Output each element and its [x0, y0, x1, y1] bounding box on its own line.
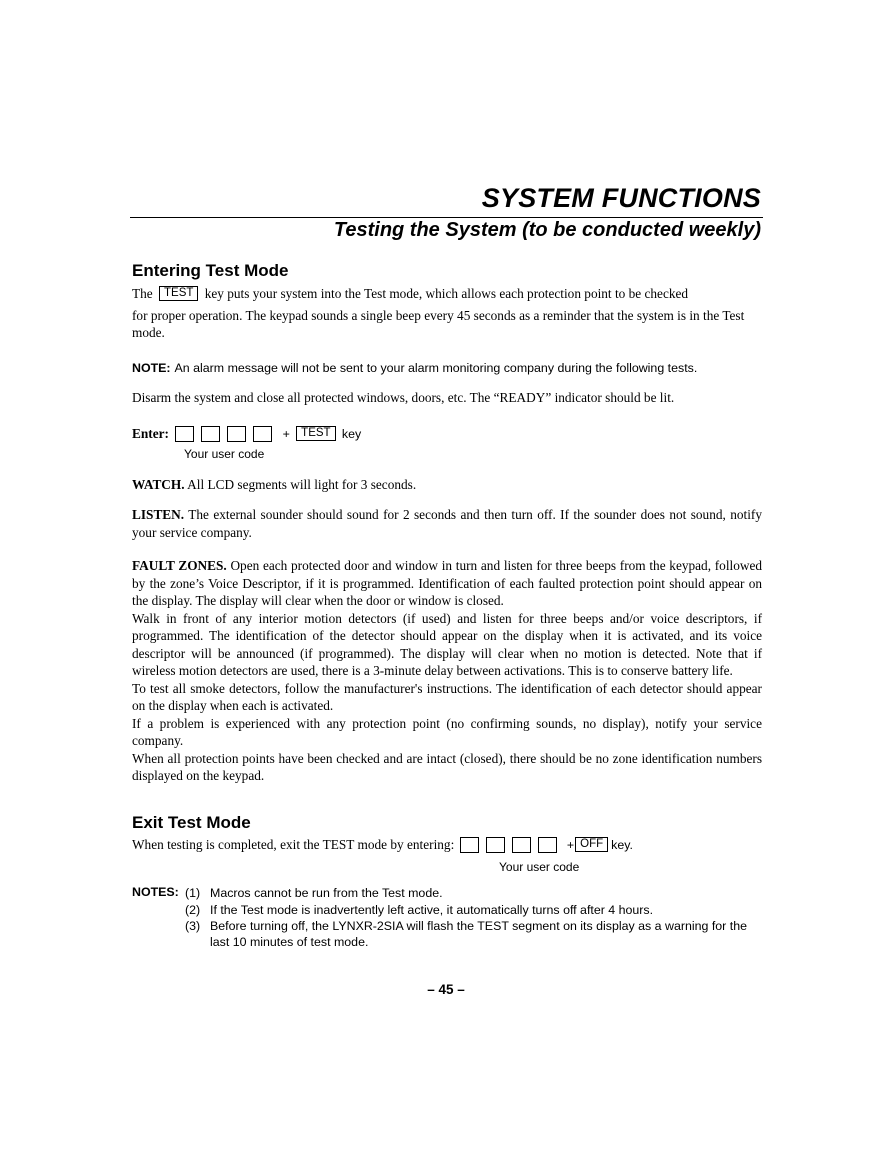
- plus-sign: +: [282, 427, 290, 441]
- intro-paragraph: [132, 285, 762, 342]
- code-digit-box: [175, 426, 194, 442]
- note-text: If the Test mode is inadvertently left active, it automatically turns off after 4 hours.: [210, 903, 654, 917]
- plus-sign: +: [566, 838, 575, 852]
- listen-label: LISTEN.: [132, 507, 185, 522]
- problem-paragraph: If a problem is experienced with any protection point (no confirming sounds, no display), notify your service company.: [132, 715, 762, 748]
- fault-paragraph: [132, 557, 762, 610]
- code-digit-box: [512, 837, 531, 853]
- note-line: [132, 359, 762, 377]
- title-rule: [130, 217, 763, 218]
- code-digit-box: [538, 837, 557, 853]
- user-code-caption: Your user code: [184, 447, 265, 461]
- off-key: OFF: [575, 837, 608, 852]
- fault-label: FAULT ZONES.: [132, 558, 227, 573]
- code-digit-box: [253, 426, 272, 442]
- fault-text: Open each protected door and window in turn and listen for three beeps from the keypad, followed by the zone’s Voice Descriptor, if it is programmed. Identification of each faulted protection point should appear on the display. The display will clear when the door or window is closed.: [132, 558, 763, 608]
- fault-zones-block: [132, 557, 762, 785]
- watch-label: WATCH.: [132, 477, 185, 492]
- watch-paragraph: [132, 476, 762, 494]
- intro-line2: for proper operation. The keypad sounds a single beep every 45 seconds as a reminder that the system is in the Test mode.: [132, 307, 745, 340]
- code-digit-box: [201, 426, 220, 442]
- listen-text: The external sounder should sound for 2 seconds and then turn off. If the sounder does not sound, notify your service company.: [132, 507, 762, 540]
- note-number: (2): [185, 903, 201, 917]
- note-text: An alarm message will not be sent to your alarm monitoring company during the following tests.: [174, 361, 698, 375]
- exit-text: When testing is completed, exit the TEST mode by entering:: [132, 837, 455, 852]
- code-digit-box: [460, 837, 479, 853]
- walk-paragraph: Walk in front of any interior motion detectors (if used) and listen for three beeps and/or voice descriptors, if programmed. The identification of the detector should appear on the display when it is activated, and its voice descriptor will be announced (if programmed). The display will clear when no motion is detected. Note that if wireless motion detectors are used, there is a 3-minute delay between activations. This is to conserve battery life.: [132, 610, 762, 678]
- enter-test-key: TEST: [296, 426, 335, 441]
- checked-paragraph: When all protection points have been checked and are intact (closed), there should be no zone identification numbers displayed on the keypad.: [132, 750, 762, 783]
- section-title: SYSTEM FUNCTIONS: [481, 183, 761, 213]
- enter-label: Enter:: [132, 426, 169, 441]
- enter-sequence: [132, 425, 361, 444]
- code-digit-box: [227, 426, 246, 442]
- code-digit-box: [486, 837, 505, 853]
- note-number: (3): [185, 919, 201, 933]
- page-subtitle: Testing the System (to be conducted weekly): [333, 219, 761, 241]
- watch-text: All LCD segments will light for 3 seconds.: [187, 477, 417, 492]
- exit-key-word: key.: [611, 838, 633, 852]
- note-text: Macros cannot be run from the Test mode.: [210, 886, 443, 900]
- note-number: (1): [185, 886, 201, 900]
- page-number: – 45 –: [427, 982, 465, 997]
- key-word: key: [341, 427, 362, 441]
- test-key: TEST: [159, 286, 198, 301]
- intro-line1-post: key puts your system into the Test mode, which allows each protection point to be checked: [204, 286, 689, 301]
- note-label: NOTE:: [132, 361, 171, 375]
- intro-pre: The: [132, 286, 153, 301]
- exit-sequence: [132, 836, 633, 855]
- disarm-text: Disarm the system and close all protected windows, doors, etc. The “READY” indicator should be lit.: [132, 390, 675, 405]
- notes-label: NOTES:: [132, 885, 179, 899]
- note-text: Before turning off, the LYNXR-2SIA will flash the TEST segment on its display as a warning for the last 10 minutes of test mode.: [210, 919, 747, 949]
- heading-exit-test-mode: Exit Test Mode: [132, 813, 251, 832]
- heading-entering-test-mode: Entering Test Mode: [132, 261, 289, 280]
- listen-paragraph: [132, 506, 762, 541]
- smoke-paragraph: To test all smoke detectors, follow the manufacturer's instructions. The identification of each detector should appear on the display when each is activated.: [132, 680, 762, 713]
- exit-user-code-caption: Your user code: [499, 860, 580, 874]
